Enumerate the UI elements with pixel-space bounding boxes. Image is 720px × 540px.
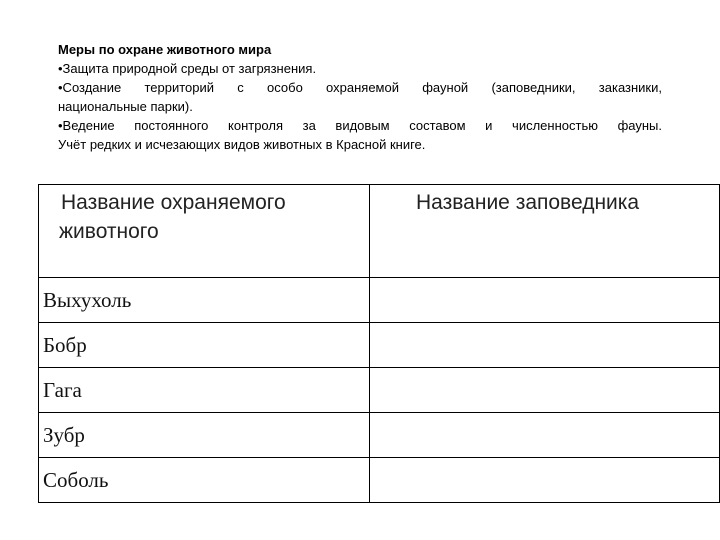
reserve-cell[interactable]	[370, 458, 720, 503]
header-animal-line1: Название охраняемого	[61, 191, 286, 214]
intro-heading: Меры по охране животного мира	[58, 42, 272, 57]
reserve-cell[interactable]	[370, 278, 720, 323]
table-row	[39, 278, 720, 323]
animal-cell: Гага	[39, 368, 370, 413]
reserves-table-wrapper	[38, 184, 720, 503]
animal-cell: Зубр	[39, 413, 370, 458]
header-animal-line2: животного	[59, 220, 159, 243]
reserve-cell[interactable]	[370, 368, 720, 413]
table-row	[39, 458, 720, 503]
table-row	[39, 368, 720, 413]
reserves-table	[38, 184, 720, 503]
table-header-row	[39, 185, 720, 278]
intro-text	[58, 40, 662, 154]
intro-line: национальные парки).	[58, 99, 193, 114]
intro-line: •Создание территорий с особо охраняемой фауной (заповедники, заказники,	[58, 80, 662, 95]
reserve-cell[interactable]	[370, 323, 720, 368]
header-animal-name	[39, 185, 370, 278]
table-row	[39, 323, 720, 368]
table-row	[39, 413, 720, 458]
intro-line: •Ведение постоянного контроля за видовым составом и численностью фауны.	[58, 118, 662, 133]
intro-line: Учёт редких и исчезающих видов животных в Красной книге.	[58, 137, 426, 152]
animal-cell: Бобр	[39, 323, 370, 368]
intro-line: •Защита природной среды от загрязнения.	[58, 61, 317, 76]
animal-cell: Выхухоль	[39, 278, 370, 323]
animal-cell: Соболь	[39, 458, 370, 503]
header-reserve-name: Название заповедника	[370, 185, 720, 278]
reserve-cell[interactable]	[370, 413, 720, 458]
